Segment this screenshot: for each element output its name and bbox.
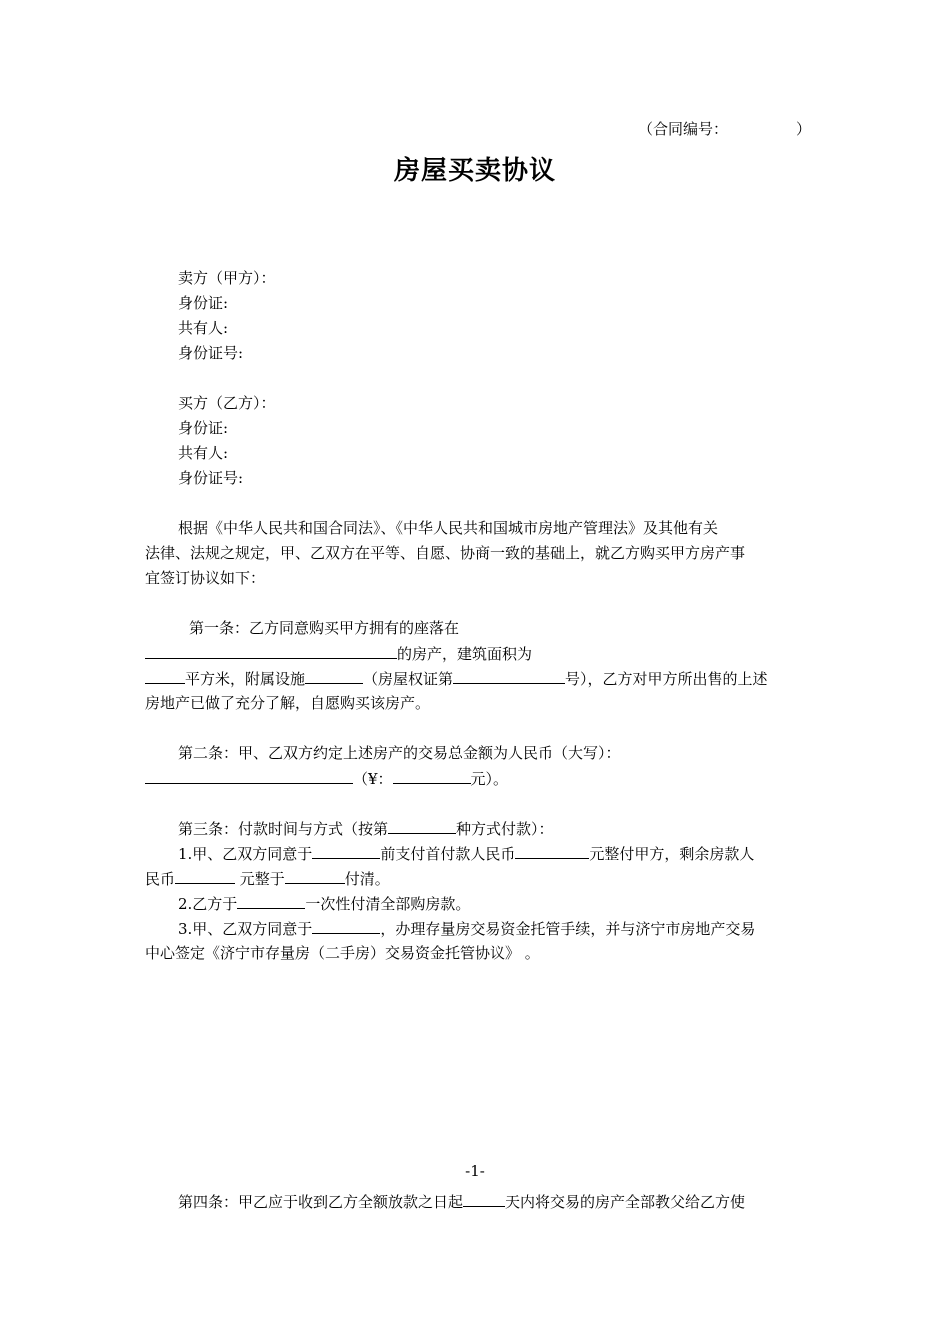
preamble-line-2: 法律、法规之规定，甲、乙双方在平等、自愿、协商一致的基础上，就乙方购买甲方房产事 [145,544,746,562]
preamble-line-1: 根据《中华人民共和国合同法》、《中华人民共和国城市房地产管理法》及其他有关 [178,519,719,537]
down-payment-date-blank[interactable] [312,843,380,859]
buyer-label: 买方（乙方）： [178,394,276,412]
seller-id: 身份证: [178,294,229,312]
escrow-date-blank[interactable] [312,918,380,934]
article2-line-1: 第二条：甲、乙双方约定上述房产的交易总金额为人民币（大写）： [178,744,621,762]
article1-line-3: 平方米，附属设施 （房屋权证第 号），乙方对甲方所出售的上述 [145,668,768,689]
article1-line-1: 第一条：乙方同意购买甲方拥有的座落在 [189,619,460,637]
amount-figures-blank[interactable] [393,768,471,784]
contract-number: （合同编号： ） [638,120,812,138]
article3-item1-line-1: 1.甲、乙双方同意于 前支付首付款人民币 元整付甲方，剩余房款人 [178,845,755,863]
full-payment-date-blank[interactable] [237,893,305,909]
article3-item2: 2.乙方于 一次性付清全部购房款。 [178,895,471,913]
handover-days-blank[interactable] [463,1191,505,1207]
article2-line-2: （¥： 元）。 [145,768,508,789]
buyer-id-no: 身份证号: [178,469,244,487]
area-blank[interactable] [145,668,185,684]
down-payment-amount-blank[interactable] [515,843,589,859]
article1-line-4: 房地产已做了充分了解，自愿购买该房产。 [145,694,431,712]
remaining-amount-blank[interactable] [175,868,235,884]
article1-line-2: 的房产，建筑面积为 [145,643,532,664]
preamble-line-3: 宜签订协议如下： [145,569,266,587]
certificate-no-blank[interactable] [453,668,565,684]
seller-id-no: 身份证号: [178,344,244,362]
seller-co-owner: 共有人: [178,319,229,337]
page-number: -1- [465,1162,485,1180]
buyer-id: 身份证: [178,419,229,437]
article3-item3-line-2: 中心签定《济宁市存量房（二手房）交易资金托管协议》 。 [145,944,540,962]
buyer-co-owner: 共有人: [178,444,229,462]
remaining-date-blank[interactable] [285,868,345,884]
article3-line-1: 第三条：付款时间与方式（按第 种方式付款）： [178,820,554,838]
location-blank[interactable] [145,643,397,659]
payment-method-blank[interactable] [388,818,456,834]
facilities-blank[interactable] [305,668,363,684]
seller-label: 卖方（甲方）： [178,269,276,287]
page-title: 房屋买卖协议 [393,156,556,186]
article4-line-1: 第四条：甲乙应于收到乙方全额放款之日起 天内将交易的房产全部教父给乙方使 [178,1193,746,1211]
article3-item3-line-1: 3.甲、乙双方同意于 ，办理存量房交易资金托管手续，并与济宁市房地产交易 [178,920,756,938]
article3-item1-line-2: 民币 元整于 付清。 [145,870,390,888]
amount-words-blank[interactable] [145,768,353,784]
